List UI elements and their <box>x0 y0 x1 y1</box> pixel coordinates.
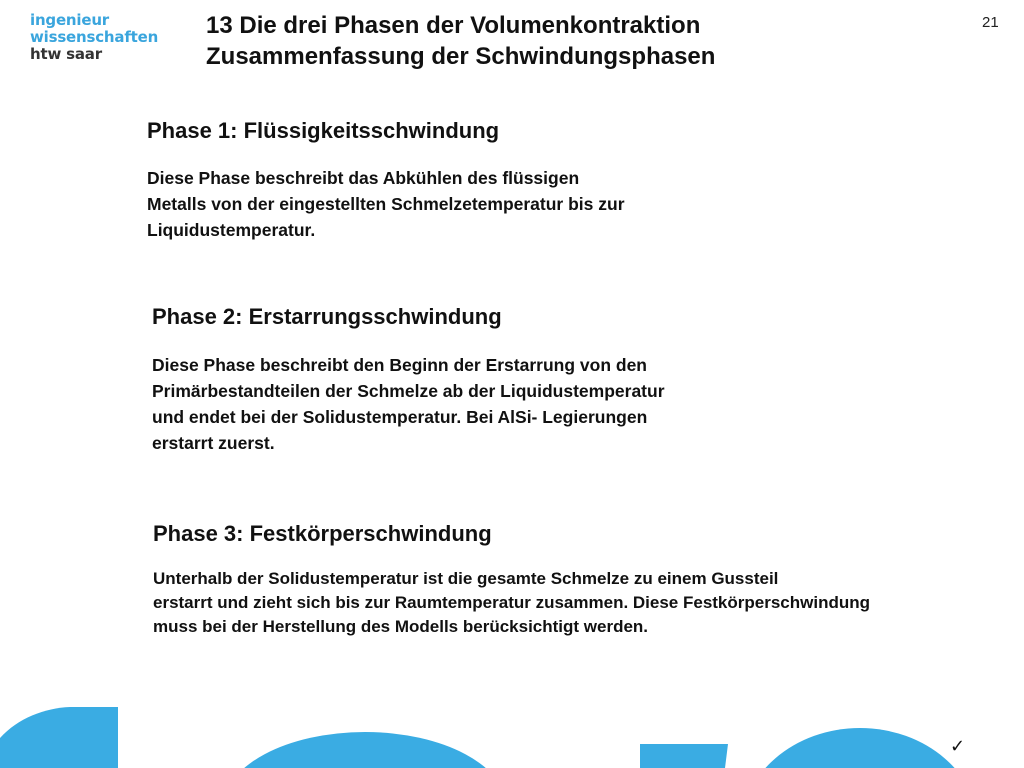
slide-title <box>206 10 906 72</box>
decorative-circle-right <box>740 728 980 768</box>
section-phase-2 <box>152 303 832 456</box>
section-text <box>153 567 1013 639</box>
decorative-circle-center <box>223 732 507 768</box>
text-line: muss bei der Herstellung des Modells berücksichtigt werden. <box>153 617 649 636</box>
logo-line-ingenieur: ingenieur <box>30 11 110 29</box>
decorative-block-right <box>640 744 728 768</box>
text-line: Liquidustemperatur. <box>147 220 316 240</box>
text-line: Metalls von der eingestellten Schmelzetemperatur bis zur <box>147 194 625 214</box>
logo <box>30 12 158 63</box>
text-line: Diese Phase beschreibt das Abkühlen des flüssigen <box>147 168 580 188</box>
logo-line-wissenschaften: wissenschaften <box>30 28 159 46</box>
text-line: Diese Phase beschreibt den Beginn der Erstarrung von den <box>152 355 647 375</box>
section-heading: Phase 2: Erstarrungsschwindung <box>152 304 502 329</box>
text-line: Unterhalb der Solidustemperatur ist die gesamte Schmelze zu einem Gussteil <box>153 569 779 588</box>
decorative-shapes <box>0 690 1024 768</box>
decorative-arc-left <box>0 707 118 768</box>
slide-title-line-2: Zusammenfassung der Schwindungsphasen <box>206 43 716 70</box>
checkmark-icon: ✓ <box>950 736 966 757</box>
section-heading: Phase 3: Festkörperschwindung <box>153 521 492 546</box>
page-number: 21 <box>982 14 999 31</box>
section-text <box>152 352 832 456</box>
text-line: erstarrt und zieht sich bis zur Raumtemperatur zusammen. Diese Festkörperschwindung <box>153 593 871 612</box>
section-phase-3 <box>153 520 1013 639</box>
logo-line-htw-saar: htw saar <box>30 45 102 63</box>
slide-title-line-1: 13 Die drei Phasen der Volumenkontraktion <box>206 12 701 39</box>
text-line: Primärbestandteilen der Schmelze ab der Liquidustemperatur <box>152 381 665 401</box>
section-heading: Phase 1: Flüssigkeitsschwindung <box>147 118 500 143</box>
section-text <box>147 165 787 243</box>
text-line: erstarrt zuerst. <box>152 433 275 453</box>
text-line: und endet bei der Solidustemperatur. Bei AlSi- Legierungen <box>152 407 648 427</box>
section-phase-1 <box>147 117 787 243</box>
